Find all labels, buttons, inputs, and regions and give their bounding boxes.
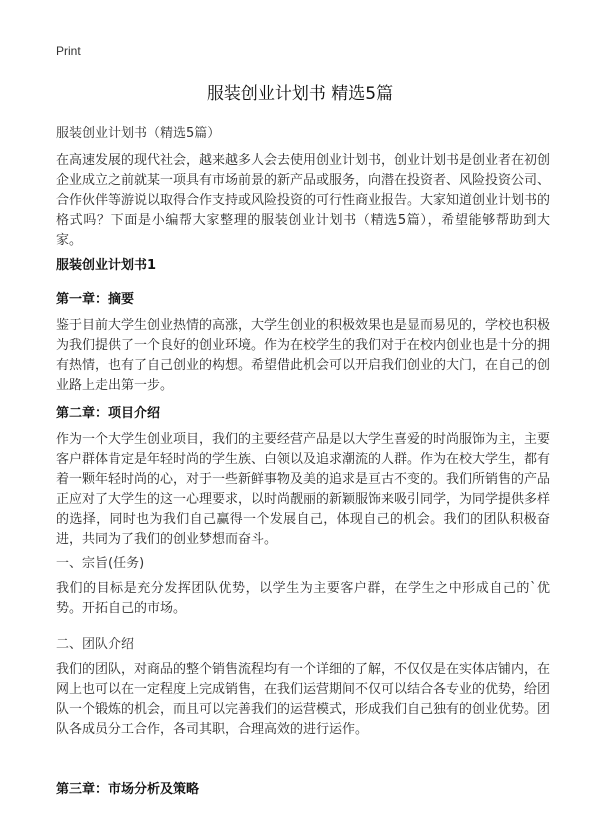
- section-title: 服装创业计划书1: [56, 258, 157, 273]
- subsection1-heading: 一、宗旨(任务): [56, 556, 145, 571]
- chapter3-heading: 第三章：市场分析及策略: [56, 782, 200, 797]
- subsection2-paragraph: 我们的团队，对商品的整个销售流程均有一个详细的了解，不仅仅是在实体店铺内，在网上也可以在一定程度上完成销售，在我们运营期间不仅可以结合各专业的优势，给团队一个锻炼的机会，而且可以完善我们的运营模式，形成我们自己独有的创业优势。团队各成员分工合作，各司其职，合理高效的进行运作。: [56, 662, 551, 737]
- chapter1-heading: 第一章：摘要: [56, 292, 135, 307]
- chapter1-paragraph: 鉴于目前大学生创业热情的高涨，大学生创业的积极效果也是显而易见的，学校也积极为我们提供了一个良好的创业环境。作为在校学生的我们对于在校内创业也是十分的拥有热情，也有了自己创业的构想。希望借此机会可以开启我们创业的大门，在自己的创业路上走出第一步。: [56, 318, 551, 393]
- document-subtitle: 服装创业计划书（精选5篇）: [56, 126, 221, 141]
- subsection2-heading: 二、团队介绍: [56, 637, 135, 652]
- chapter2-paragraph: 作为一个大学生创业项目，我们的主要经营产品是以大学生喜爱的时尚服饰为主，主要客户群体肯定是年轻时尚的学生族、白领以及追求潮流的人群。作为在校大学生，都有着一颗年轻时尚的心，对于一些新鲜事物及美的追求是亘古不变的。我们所销售的产品正应对了大学生的这一心理要求，以时尚靓丽的新颖服饰来吸引同学，为同学提供多样的选择，同时也为我们自己赢得一个发展自己，体现自己的机会。我们的团队积极奋进，共同为了我们的创业梦想而奋斗。: [56, 432, 551, 547]
- intro-paragraph: 在高速发展的现代社会，越来越多人会去使用创业计划书，创业计划书是创业者在初创企业成立之前就某一项具有市场前景的新产品或服务，向潜在投资者、风险投资公司、合作伙伴等游说以取得合作支持或风险投资的可行性商业报告。大家知道创业计划书的格式吗？下面是小编帮大家整理的服装创业计划书（精选5篇），希望能够帮助到大家。: [56, 153, 551, 248]
- print-label[interactable]: Print: [56, 44, 81, 58]
- chapter2-heading: 第二章：项目介绍: [56, 406, 161, 421]
- subsection1-paragraph: 我们的目标是充分发挥团队优势，以学生为主要客户群，在学生之中形成自己的`优势。开拓自己的市场。: [56, 581, 550, 616]
- document-title: 服装创业计划书 精选5篇: [206, 84, 394, 104]
